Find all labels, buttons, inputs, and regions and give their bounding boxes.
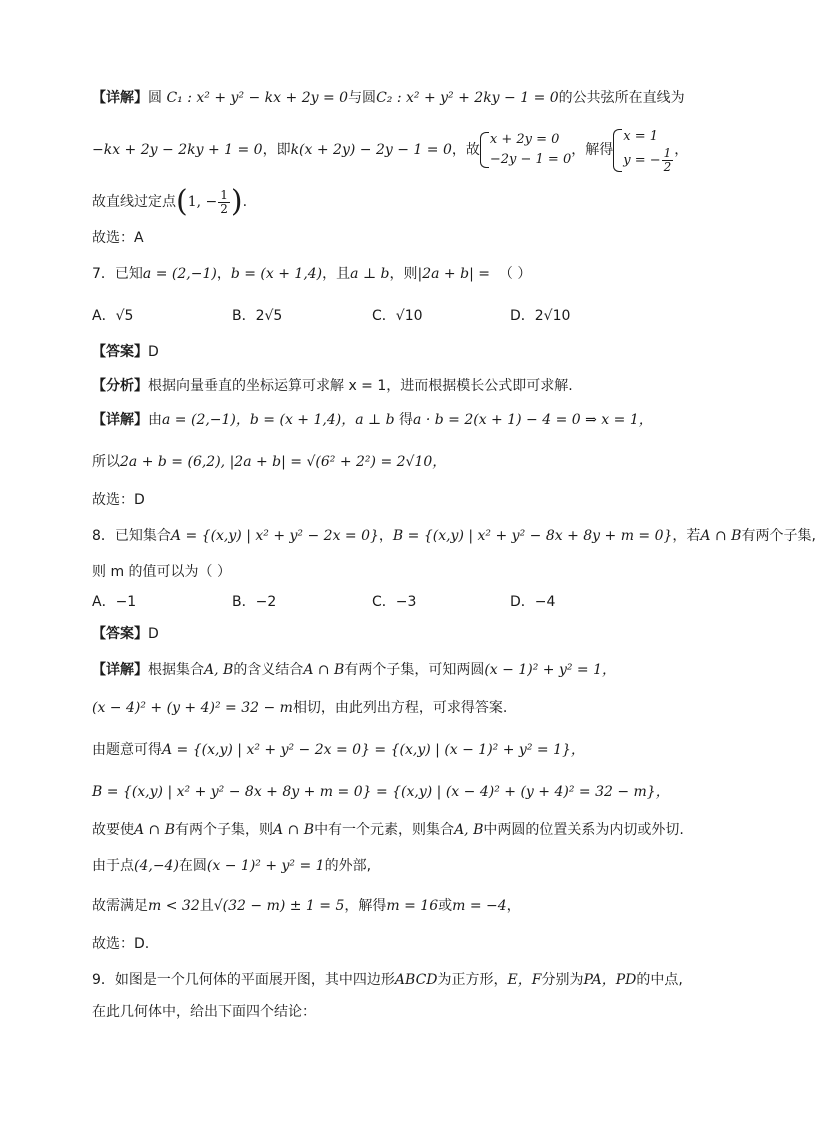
q8-detail-line5: 故要使A ∩ B有两个子集，则A ∩ B中有一个元素，则集合A, B中两圆的位置关系为内切或外切.: [92, 822, 684, 838]
q6-detail-line1: 【详解】圆 C₁ : x² + y² − kx + 2y = 0与圆C₂ : x² + y² + 2ky − 1 = 0的公共弦所在直线为: [92, 90, 685, 106]
q9-stem-line1: 9．如图是一个几何体的平面展开图，其中四边形ABCD为正方形，E，F分别为PA，PD的中点,: [92, 972, 683, 988]
q8-detail-line2: (x − 4)² + (y + 4)² = 32 − m相切，由此列出方程，可求得答案.: [92, 700, 508, 716]
q8-option-d: D．−4: [510, 594, 556, 610]
q8-stem: 8．已知集合A = {(x,y) | x² + y² − 2x = 0}，B = {(x,y) | x² + y² − 8x + 8y + m = 0}，若A ∩ B有两个子集,: [92, 528, 816, 544]
q8-detail-line7: 故需满足m < 32且√(32 − m) ± 1 = 5，解得m = 16或m = −4，: [92, 898, 521, 914]
q9-stem-line2: 在此几何体中，给出下面四个结论：: [92, 1004, 316, 1020]
q7-option-d: D．2√10: [510, 308, 571, 324]
q6-detail-line3: 故直线过定点 ( 1, − $\frac{1}{2}$ ) .: [92, 184, 248, 219]
q8-option-b: B．−2: [232, 594, 277, 610]
q8-choose: 故选：D.: [92, 936, 150, 952]
q6-detail-line2: −kx + 2y − 2ky + 1 = 0 ，即 k(x + 2y) − 2y − 1 = 0 ，故 x + 2y = 0 −2y − 1 = 0 ，解得 x = 1 y = − $\frac{1}{2}$ ，: [92, 128, 689, 174]
q8-detail-line3: 由题意可得A = {(x,y) | x² + y² − 2x = 0} = {(x,y) | (x − 1)² + y² = 1}，: [92, 742, 585, 758]
q7-option-a: A．√5: [92, 308, 134, 324]
q6-choose: 故选：A: [92, 230, 144, 246]
q8-detail-line6: 由于点(4,−4)在圆(x − 1)² + y² = 1的外部,: [92, 858, 372, 874]
q8-option-c: C．−3: [372, 594, 417, 610]
q7-detail-line1: 【详解】由a = (2,−1)，b = (x + 1,4)，a ⊥ b 得a · b = 2(x + 1) − 4 = 0 ⇒ x = 1，: [92, 412, 653, 428]
q7-detail-line2: 所以2a + b = (6,2), |2a + b| = √(6² + 2²) = 2√10，: [92, 454, 447, 470]
q7-option-c: C．√10: [372, 308, 423, 324]
q7-choose: 故选：D: [92, 492, 145, 508]
solution-system: x = 1 y = − $\frac{1}{2}$: [613, 127, 674, 174]
q8-detail-line4: B = {(x,y) | x² + y² − 8x + 8y + m = 0} = {(x,y) | (x − 4)² + (y + 4)² = 32 − m}，: [92, 784, 670, 800]
q8-option-a: A．−1: [92, 594, 137, 610]
q7-analysis: 【分析】根据向量垂直的坐标运算可求解 x = 1，进而根据模长公式即可求解.: [92, 378, 573, 394]
q7-stem: 7．已知a = (2,−1)，b = (x + 1,4)，且a ⊥ b，则|2a + b| = （ ）: [92, 266, 532, 282]
q8-detail-line1: 【详解】根据集合A, B的含义结合A ∩ B有两个子集，可知两圆(x − 1)² + y² = 1，: [92, 662, 617, 678]
q7-option-b: B．2√5: [232, 308, 283, 324]
q7-answer: 【答案】D: [92, 344, 159, 360]
detail-label: 【详解】: [92, 90, 148, 106]
equation-system: x + 2y = 0 −2y − 1 = 0: [480, 130, 571, 170]
q8-stem-line2: 则 m 的值可以为（ ）: [92, 564, 231, 580]
q8-answer: 【答案】D: [92, 626, 159, 642]
